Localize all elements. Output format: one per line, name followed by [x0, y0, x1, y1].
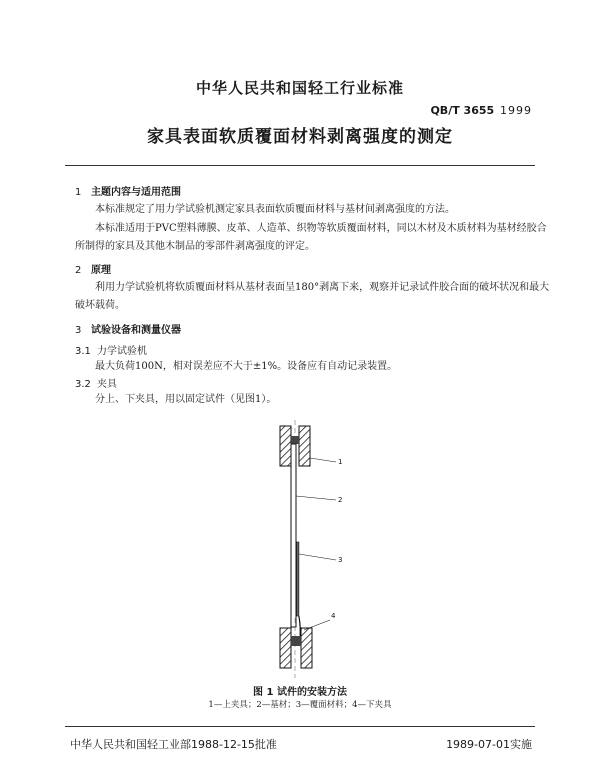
upper-clamp-pin [291, 436, 299, 444]
leader-line-1 [310, 458, 336, 462]
approval-statement: 中华人民共和国轻工业部1988-12-15批准 [70, 738, 277, 751]
section-3-number: 3 [75, 325, 82, 336]
subsection-3-1-title: 力学试验机 [97, 346, 147, 357]
subsection-3-1-text: 最大负荷100N，相对误差应不大于±1%。设备应有自动记录装置。 [95, 361, 398, 372]
standard-number: QB/T 3655 [430, 104, 495, 117]
callout-4: 4 [331, 612, 336, 620]
subsection-3-1-number: 3.1 [75, 346, 91, 357]
facing-material-strip [297, 542, 299, 616]
callout-1: 1 [338, 458, 343, 466]
section-1-title: 主题内容与适用范围 [91, 187, 181, 198]
section-3-heading [75, 321, 181, 336]
callout-2: 2 [338, 496, 343, 504]
footer-divider [65, 726, 535, 727]
callout-3: 3 [338, 556, 343, 564]
section-1-number: 1 [75, 187, 82, 198]
figure-1-diagram [250, 418, 370, 680]
section-1-paragraph-2: 本标准适用于PVC塑料薄膜、皮革、人造革、织物等软质覆面材料，同以木材及木质材料为基材经胶合所制得的家具及其他木制品的零部件剥离强度的评定。 [75, 223, 547, 252]
upper-clamp-right-jaw [299, 426, 310, 466]
section-2-paragraph-1: 利用力学试验机将软质覆面材料从基材表面呈180°剥离下来，观察并记录试件胶合面的破坏状况和最大破坏载荷。 [75, 282, 550, 311]
figure-1-legend: 1—上夹具；2—基材；3—覆面材料；4—下夹具 [208, 700, 392, 710]
standard-organization: 中华人民共和国轻工行业标准 [195, 79, 404, 97]
section-2-heading [75, 261, 111, 276]
leader-line-2 [296, 496, 336, 500]
lower-clamp-left-jaw [280, 628, 291, 668]
standard-code [430, 104, 532, 117]
document-title: 家具表面软质覆面材料剥离强度的测定 [147, 127, 453, 147]
effective-date: 1989-07-01实施 [446, 738, 532, 751]
section-2-title: 原理 [91, 265, 111, 276]
upper-clamp-left-jaw [280, 426, 291, 466]
leader-line-3 [299, 554, 336, 560]
subsection-3-2-title: 夹具 [97, 379, 117, 390]
leader-line-4 [304, 620, 330, 630]
section-1-heading [75, 183, 181, 198]
lower-clamp-right-jaw [301, 628, 312, 668]
subsection-3-1-heading [75, 342, 147, 357]
section-3-title: 试验设备和测量仪器 [91, 325, 181, 336]
figure-1-title: 图 1 试件的安装方法 [253, 687, 347, 698]
subsection-3-2-heading [75, 375, 117, 390]
section-1-paragraph-1: 本标准规定了用力学试验机测定家具表面软质覆面材料与基材间剥离强度的方法。 [95, 204, 455, 215]
substrate-strip [291, 444, 296, 627]
lower-clamp-pin [291, 636, 301, 646]
section-2-number: 2 [75, 265, 82, 276]
header-divider [65, 165, 535, 166]
peeled-facing-tail [299, 616, 300, 638]
standard-year: 1999 [500, 104, 532, 117]
subsection-3-2-text: 分上、下夹具，用以固定试件（见图1）。 [95, 394, 277, 405]
subsection-3-2-number: 3.2 [75, 379, 91, 390]
